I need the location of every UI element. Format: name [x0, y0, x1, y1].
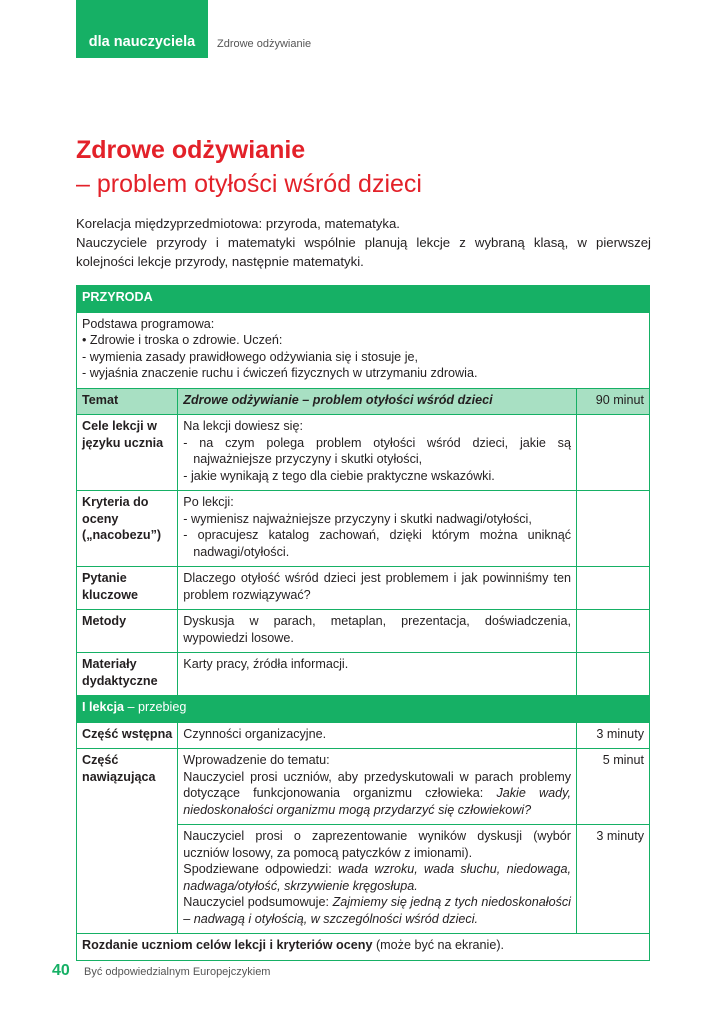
- criteria-time: [577, 491, 650, 567]
- handout-row: [77, 934, 650, 961]
- handout-bold: Rozdanie uczniom celów lekcji i kryteriów oceny: [82, 938, 373, 952]
- category-tag: dla nauczyciela: [76, 0, 208, 58]
- curriculum-basis: [77, 312, 650, 388]
- intro-part-time: 3 minuty: [577, 722, 650, 749]
- methods-label: Metody: [77, 610, 178, 653]
- goals-time: [577, 415, 650, 491]
- intro-part-row: [77, 722, 650, 749]
- linking-time-a: 5 minut: [577, 749, 650, 825]
- handout-value: [77, 934, 650, 961]
- criteria-line: - wymienisz najważniejsze przyczyny i skutki nadwagi/otyłości,: [183, 511, 532, 526]
- linking-summary: Zajmiemy się jedną z tych niedoskonałości – nadwagą i otyłością, w szczególności wśród dzieci.: [183, 895, 571, 926]
- criteria-row: [77, 491, 650, 567]
- linking-part-value-a: [178, 749, 577, 825]
- curriculum-line: Podstawa programowa:: [82, 316, 215, 331]
- lesson-header-rest: – przebieg: [124, 700, 187, 714]
- goals-value: [178, 415, 577, 491]
- linking-line: Wprowadzenie do tematu:: [183, 753, 330, 767]
- linking-question: Jakie wady, niedoskonałości organizmu mogą przydarzyć się człowiekowi?: [183, 786, 571, 817]
- curriculum-line: - wymienia zasady prawidłowego odżywiania się i stosuje je,: [82, 349, 418, 364]
- criteria-label: Kryteria do oceny („nacobezu”): [77, 491, 178, 567]
- linking-part-row: [77, 749, 650, 825]
- linking-part-value-b: [178, 825, 577, 934]
- linking-line: [183, 769, 571, 819]
- linking-text: Spodziewane odpowiedzi:: [183, 862, 338, 876]
- page-subtitle: – problem otyłości wśród dzieci: [76, 170, 422, 198]
- topic-value: Zdrowe odżywianie – problem otyłości wśród dzieci: [178, 388, 577, 415]
- goals-label: Cele lekcji w języku ucznia: [77, 415, 178, 491]
- lesson-header-bold: I lekcja: [82, 700, 125, 714]
- linking-answers: wada wzroku, wada słuchu, niedowaga, nadwaga/otyłość, skrzywienie kręgosłupa.: [183, 862, 571, 893]
- breadcrumb: Zdrowe odżywianie: [217, 38, 312, 50]
- methods-time: [577, 610, 650, 653]
- intro-description: Nauczyciele przyrody i matematyki wspólnie planują lekcje z wybraną klasą, w pierwszej kolejności lekcje przyrody, następnie matematyki.: [76, 235, 651, 269]
- curriculum-line: • Zdrowie i troska o zdrowie. Uczeń:: [82, 333, 283, 347]
- handout-rest: (może być na ekranie).: [372, 938, 505, 952]
- goals-line: - na czym polega problem otyłości wśród dzieci, jakie są najważniejsze przyczyny i skutki otyłości,: [183, 435, 571, 466]
- linking-line: [183, 861, 571, 894]
- criteria-line: - opracujesz katalog zachowań, dzięki którym można uniknąć nadwagi/otyłości.: [183, 528, 571, 559]
- materials-value: Karty pracy, źródła informacji.: [178, 653, 577, 696]
- topic-row: [77, 388, 650, 415]
- linking-line: Nauczyciel prosi o zaprezentowanie wyników dyskusji (wybór uczniów losowy, za pomocą patyczków z imionami).: [183, 829, 571, 860]
- goals-row: [77, 415, 650, 491]
- materials-row: [77, 653, 650, 696]
- linking-text: Nauczyciel prosi uczniów, aby przedyskutowali w parach problemy dotyczące funkcjonowania organizmu człowieka:: [183, 769, 571, 800]
- lesson-plan-table: [76, 285, 650, 961]
- linking-text: Nauczyciel podsumowuje:: [183, 895, 333, 909]
- key-question-row: [77, 567, 650, 610]
- intro-part-value: Czynności organizacyjne.: [178, 722, 577, 749]
- goals-line: Na lekcji dowiesz się:: [183, 419, 303, 433]
- page-number: 40: [52, 962, 70, 979]
- curriculum-line: - wyjaśnia znaczenie ruchu i ćwiczeń fizycznych w utrzymaniu zdrowia.: [82, 366, 478, 380]
- methods-row: [77, 610, 650, 653]
- materials-time: [577, 653, 650, 696]
- lesson-header: [77, 696, 650, 723]
- goals-line: - jakie wynikają z tego dla ciebie praktyczne wskazówki.: [183, 468, 495, 483]
- criteria-value: [178, 491, 577, 567]
- methods-value: Dyskusja w parach, metaplan, prezentacja, doświadczenia, wypowiedzi losowe.: [178, 610, 577, 653]
- key-question-time: [577, 567, 650, 610]
- footer-text: Być odpowiedzialnym Europejczykiem: [84, 966, 271, 978]
- intro-correlation: Korelacja międzyprzedmiotowa: przyroda, matematyka.: [76, 216, 400, 231]
- linking-part-label: Część nawiązująca: [77, 749, 178, 934]
- intro-text: [76, 214, 651, 271]
- intro-part-label: Część wstępna: [77, 722, 178, 749]
- key-question-label: Pytanie kluczowe: [77, 567, 178, 610]
- linking-time-b: 3 minuty: [577, 825, 650, 934]
- key-question-value: Dlaczego otyłość wśród dzieci jest problemem i jak powinniśmy ten problem rozwiązywać?: [178, 567, 577, 610]
- topic-time: 90 minut: [577, 388, 650, 415]
- page-title: Zdrowe odżywianie: [76, 136, 306, 164]
- section-header: PRZYRODA: [77, 286, 650, 313]
- materials-label: Materiały dydaktyczne: [77, 653, 178, 696]
- topic-label: Temat: [77, 388, 178, 415]
- linking-line: [183, 894, 571, 927]
- criteria-line: Po lekcji:: [183, 495, 234, 509]
